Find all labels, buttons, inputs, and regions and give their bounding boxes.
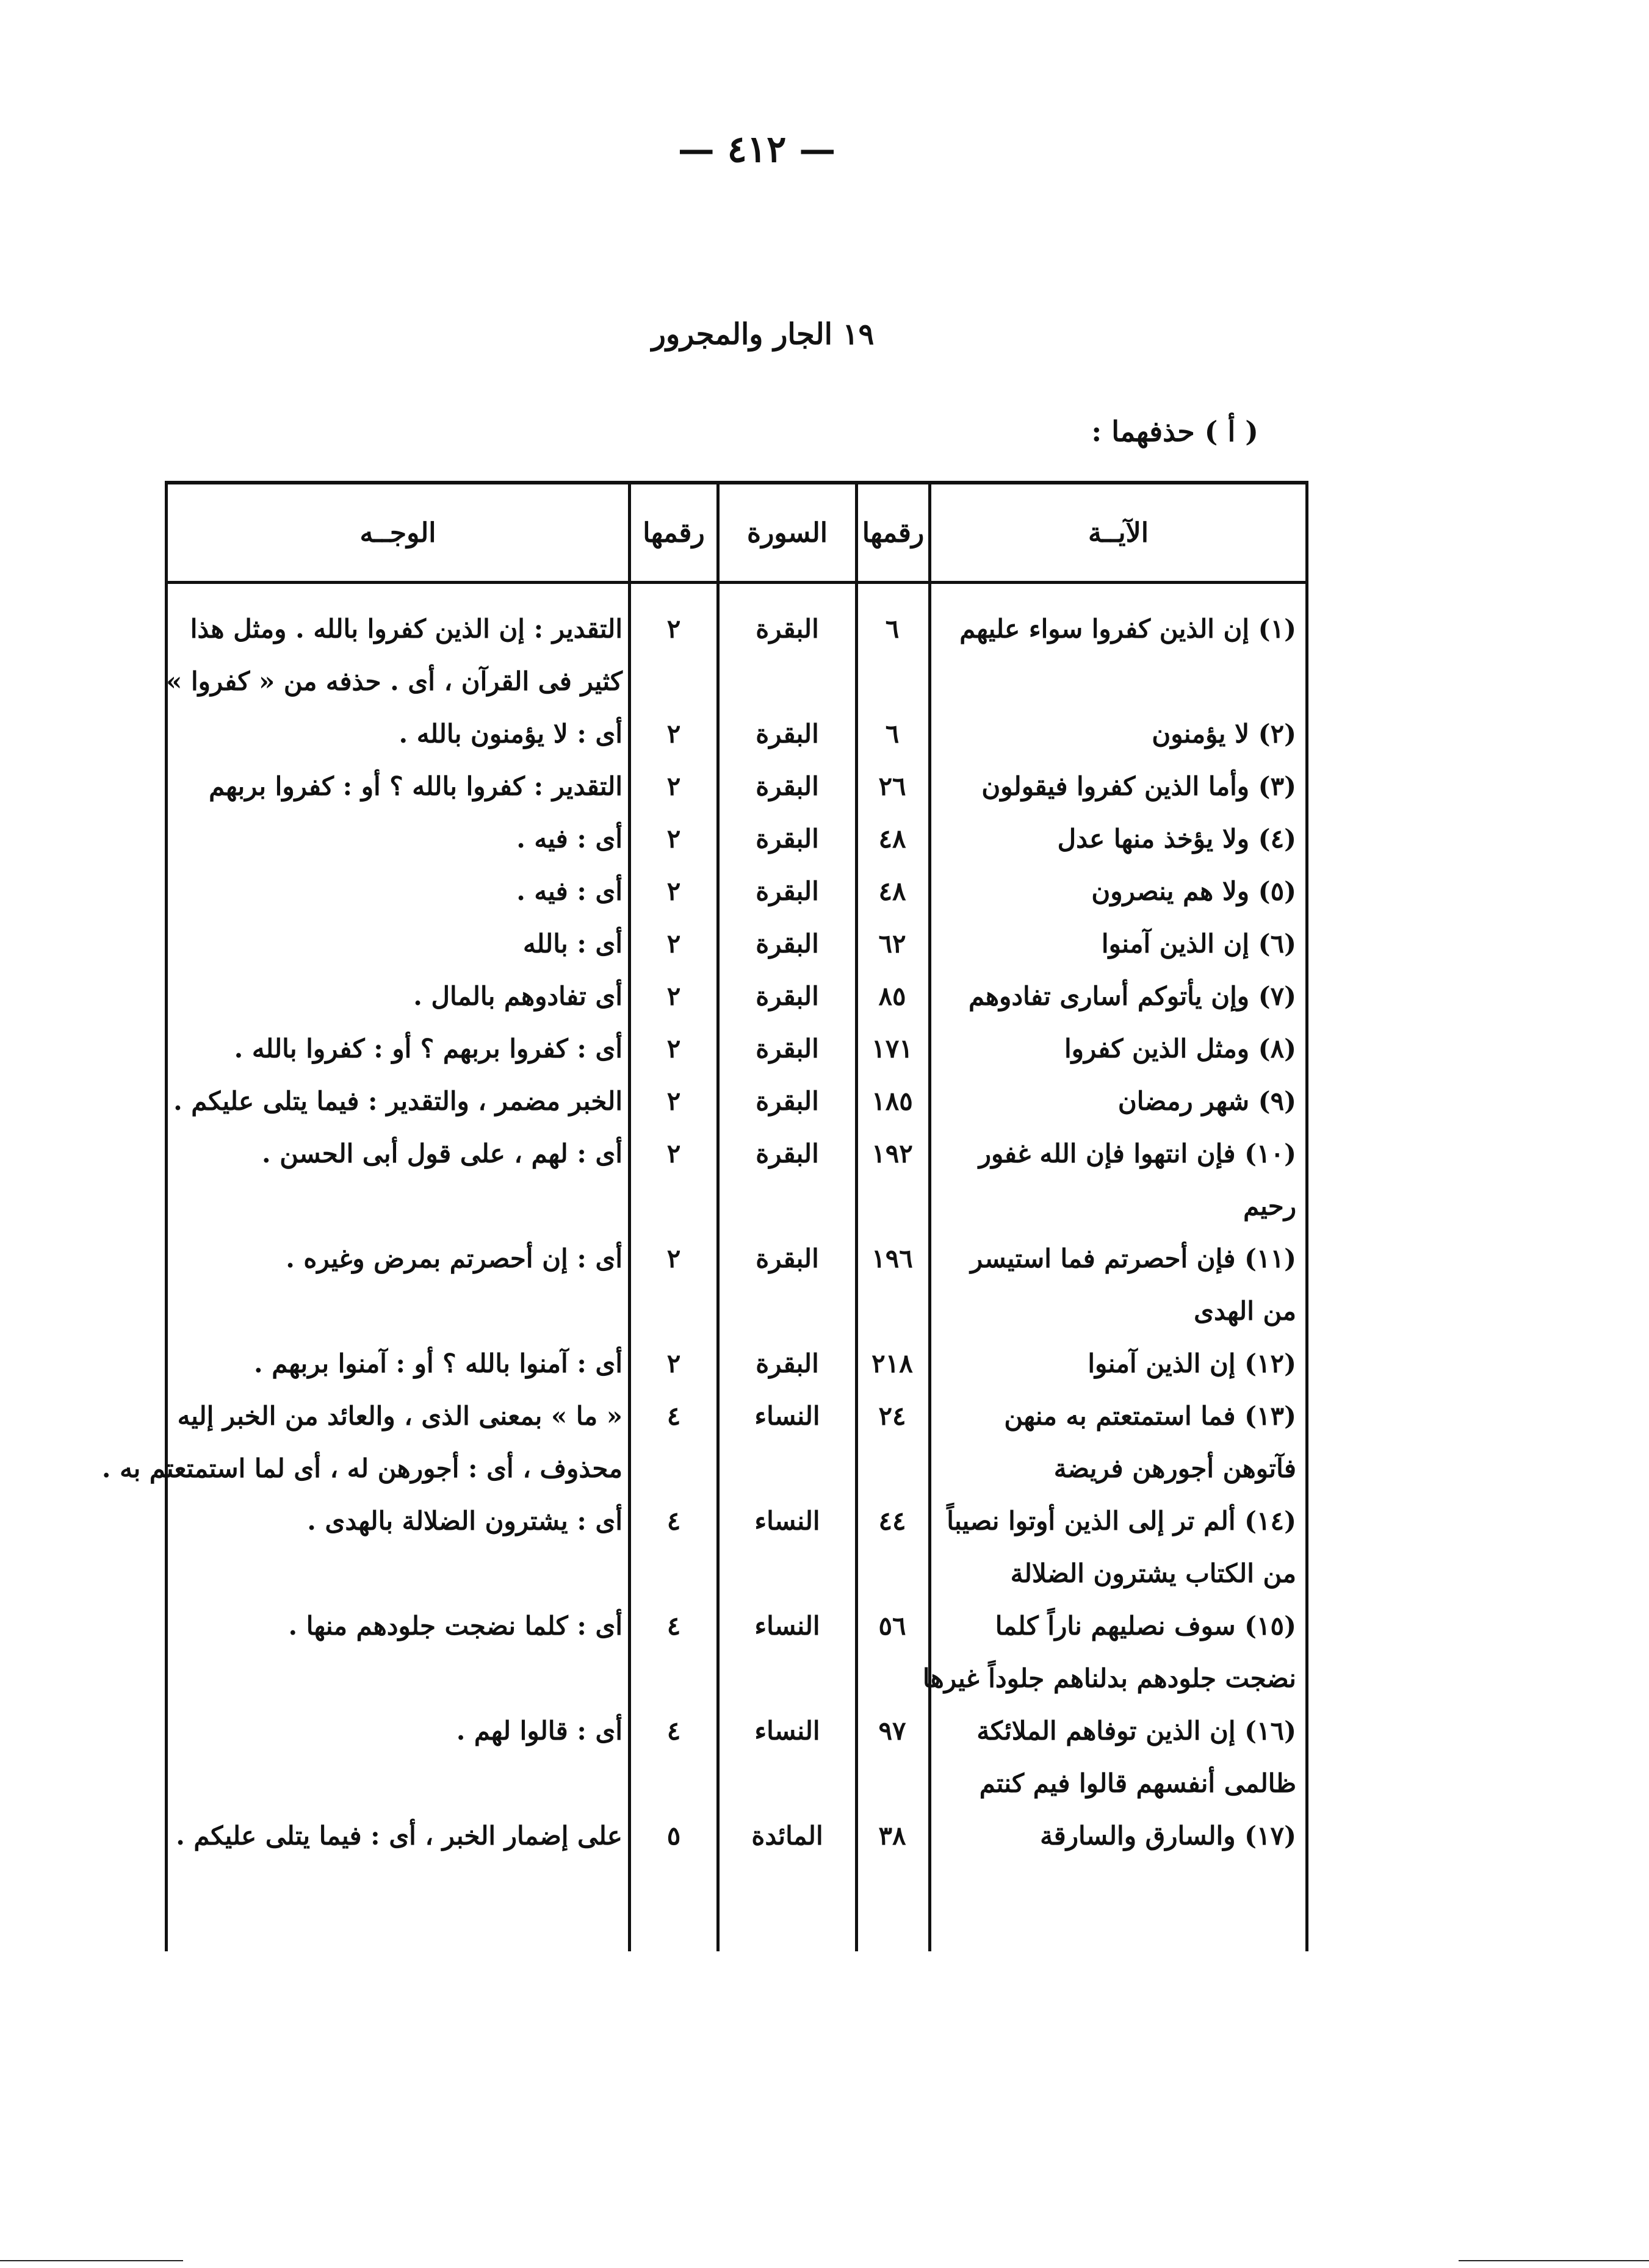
cell-ayah-number: ٢٦ xyxy=(878,771,906,801)
cell-ayah-number: ١٩٦ xyxy=(871,1244,913,1273)
cell-surah-number: ٢ xyxy=(666,719,681,749)
cell-ayah-line: ظالمى أنفسهم قالوا فيم كنتم xyxy=(979,1768,1296,1798)
cell-ayah-number: ٤٨ xyxy=(878,824,906,854)
cell-surah: البقرة xyxy=(756,929,819,959)
cell-ayah-line: (١٧) والسارق والسارقة xyxy=(1040,1821,1296,1851)
cell-wajh-line: محذوف ، أى : أجورهن له ، أى لما استمتعتم به . xyxy=(101,1453,622,1483)
cell-wajh-line: أى : كفروا بربهم ؟ أو : كفروا بالله . xyxy=(234,1034,622,1064)
cell-surah: البقرة xyxy=(756,719,819,749)
cell-ayah-number: ٣٨ xyxy=(878,1821,906,1851)
cell-surah: البقرة xyxy=(756,1034,819,1064)
column-divider xyxy=(928,481,931,1951)
header-ayah-number: رقمها xyxy=(862,517,925,549)
cell-surah-number: ٢ xyxy=(666,981,681,1011)
header-surah-number: رقمها xyxy=(643,517,705,549)
cell-ayah-line: (١٤) ألم تر إلى الذين أوتوا نصيباً xyxy=(947,1506,1296,1536)
cell-ayah-line: (٤) ولا يؤخذ منها عدل xyxy=(1057,824,1296,854)
page-number: — ٤١٢ — xyxy=(677,128,836,171)
cell-ayah-number: ١٨٥ xyxy=(871,1086,913,1116)
scan-edge-line xyxy=(0,2260,183,2261)
cell-ayah-line: (١٥) سوف نصليهم ناراً كلما xyxy=(995,1611,1296,1641)
cell-ayah-number: ١٧١ xyxy=(871,1034,913,1064)
cell-surah-number: ٢ xyxy=(666,1348,681,1378)
cell-ayah-line: (٥) ولا هم ينصرون xyxy=(1091,876,1296,906)
cell-surah: النساء xyxy=(754,1716,820,1746)
cell-ayah-number: ٦ xyxy=(885,614,900,644)
cell-ayah-number: ٦٢ xyxy=(878,929,906,959)
cell-ayah-line: (٢) لا يؤمنون xyxy=(1152,719,1296,749)
cell-ayah-number: ٤٨ xyxy=(878,876,906,906)
cell-surah-number: ٤ xyxy=(666,1401,681,1431)
cell-surah-number: ٢ xyxy=(666,1244,681,1273)
cell-ayah-line: رحيم xyxy=(1243,1191,1296,1221)
cell-wajh-line: الخبر مضمر ، والتقدير : فيما يتلى عليكم . xyxy=(173,1086,622,1116)
cell-surah: المائدة xyxy=(751,1821,823,1851)
cell-wajh-line: على إضمار الخبر ، أى : فيما يتلى عليكم . xyxy=(176,1821,622,1851)
cell-surah: البقرة xyxy=(756,1348,819,1378)
cell-ayah-line: من الهدى xyxy=(1194,1296,1296,1326)
cell-surah: البقرة xyxy=(756,981,819,1011)
header-wajh: الوجــه xyxy=(359,517,436,549)
cell-ayah-line: (١٢) إن الذين آمنوا xyxy=(1088,1348,1296,1378)
cell-wajh-line: أى : بالله xyxy=(523,929,622,959)
cell-surah-number: ٥ xyxy=(666,1821,681,1851)
cell-ayah-line: نضجت جلودهم بدلناهم جلوداً غيرها xyxy=(922,1663,1296,1693)
cell-ayah-line: (١٠) فإن انتهوا فإن الله غفور xyxy=(978,1139,1296,1168)
cell-surah-number: ٢ xyxy=(666,614,681,644)
cell-surah-number: ٢ xyxy=(666,1139,681,1168)
cell-wajh-line: أى تفادوهم بالمال . xyxy=(413,981,622,1011)
cell-ayah-number: ١٩٢ xyxy=(871,1139,913,1168)
cell-ayah-number: ٩٧ xyxy=(878,1716,906,1746)
cell-surah-number: ٢ xyxy=(666,1034,681,1064)
cell-surah-number: ٤ xyxy=(666,1611,681,1641)
cell-ayah-line: (١٣) فما استمتعتم به منهن xyxy=(1004,1401,1296,1431)
cell-wajh-line: أى : يشترون الضلالة بالهدى . xyxy=(307,1506,622,1536)
cell-wajh-line: أى : كلما نضجت جلودهم منها . xyxy=(288,1611,622,1641)
subsection-title: ( أ ) حذفهما : xyxy=(1091,415,1258,448)
cell-wajh-line: أى : آمنوا بالله ؟ أو : آمنوا بربهم . xyxy=(254,1348,622,1378)
cell-ayah-line: (٩) شهر رمضان xyxy=(1117,1086,1296,1116)
cell-surah-number: ٢ xyxy=(666,824,681,854)
cell-surah: النساء xyxy=(754,1611,820,1641)
cell-ayah-line: (١) إن الذين كفروا سواء عليهم xyxy=(959,614,1296,644)
cell-ayah-number: ٦ xyxy=(885,719,900,749)
header-surah: السورة xyxy=(747,517,828,549)
cell-surah: البقرة xyxy=(756,1139,819,1168)
cell-ayah-line: فآتوهن أجورهن فريضة xyxy=(1053,1453,1296,1483)
cell-wajh-line: التقدير : كفروا بالله ؟ أو : كفروا بربهم xyxy=(209,771,622,801)
cell-surah: النساء xyxy=(754,1506,820,1536)
cell-ayah-number: ٢٤ xyxy=(878,1401,906,1431)
cell-wajh-line: أى : لا يؤمنون بالله . xyxy=(399,719,622,749)
scan-edge-line xyxy=(1459,2260,1649,2261)
cell-surah-number: ٢ xyxy=(666,929,681,959)
cell-wajh-line: أى : قالوا لهم . xyxy=(456,1716,622,1746)
cell-wajh-line: التقدير : إن الذين كفروا بالله . ومثل هذا xyxy=(190,614,622,644)
cell-ayah-number: ٤٤ xyxy=(878,1506,906,1536)
cell-surah-number: ٢ xyxy=(666,1086,681,1116)
cell-surah-number: ٤ xyxy=(666,1506,681,1536)
cell-surah: البقرة xyxy=(756,876,819,906)
data-table xyxy=(101,481,1308,1951)
cell-wajh-line: أى : إن أحصرتم بمرض وغيره . xyxy=(286,1244,622,1273)
cell-wajh-line: أى : فيه . xyxy=(516,876,622,906)
cell-surah: النساء xyxy=(754,1401,820,1431)
cell-surah-number: ٢ xyxy=(666,876,681,906)
cell-surah: البقرة xyxy=(756,771,819,801)
cell-surah: البقرة xyxy=(756,614,819,644)
table-header-border xyxy=(165,581,1308,584)
cell-ayah-line: (٣) وأما الذين كفروا فيقولون xyxy=(981,771,1296,801)
cell-wajh-line: أى : لهم ، على قول أبى الحسن . xyxy=(262,1139,622,1168)
column-divider xyxy=(1305,481,1308,1951)
cell-surah: البقرة xyxy=(756,1244,819,1273)
cell-wajh-line: « ما » بمعنى الذى ، والعائد من الخبر إليه xyxy=(177,1401,622,1431)
cell-ayah-line: من الكتاب يشترون الضلالة xyxy=(1010,1558,1296,1588)
cell-ayah-number: ٥٦ xyxy=(878,1611,906,1641)
cell-ayah-line: (٨) ومثل الذين كفروا xyxy=(1064,1034,1296,1064)
cell-surah: البقرة xyxy=(756,824,819,854)
cell-wajh-line: أى : فيه . xyxy=(516,824,622,854)
cell-wajh-line: كثير فى القرآن ، أى . حذفه من « كفروا » xyxy=(166,666,622,696)
cell-ayah-line: (٧) وإن يأتوكم أسارى تفادوهم xyxy=(968,981,1296,1011)
cell-surah-number: ٢ xyxy=(666,771,681,801)
cell-ayah-line: (١١) فإن أحصرتم فما استيسر xyxy=(970,1244,1296,1273)
header-ayah: الآيــة xyxy=(1088,517,1149,549)
cell-ayah-number: ٨٥ xyxy=(878,981,906,1011)
cell-ayah-number: ٢١٨ xyxy=(871,1348,913,1378)
section-title: ١٩ الجار والمجرور xyxy=(651,317,875,351)
cell-surah: البقرة xyxy=(756,1086,819,1116)
cell-surah-number: ٤ xyxy=(666,1716,681,1746)
cell-ayah-line: (١٦) إن الذين توفاهم الملائكة xyxy=(976,1716,1296,1746)
cell-ayah-line: (٦) إن الذين آمنوا xyxy=(1101,929,1296,959)
